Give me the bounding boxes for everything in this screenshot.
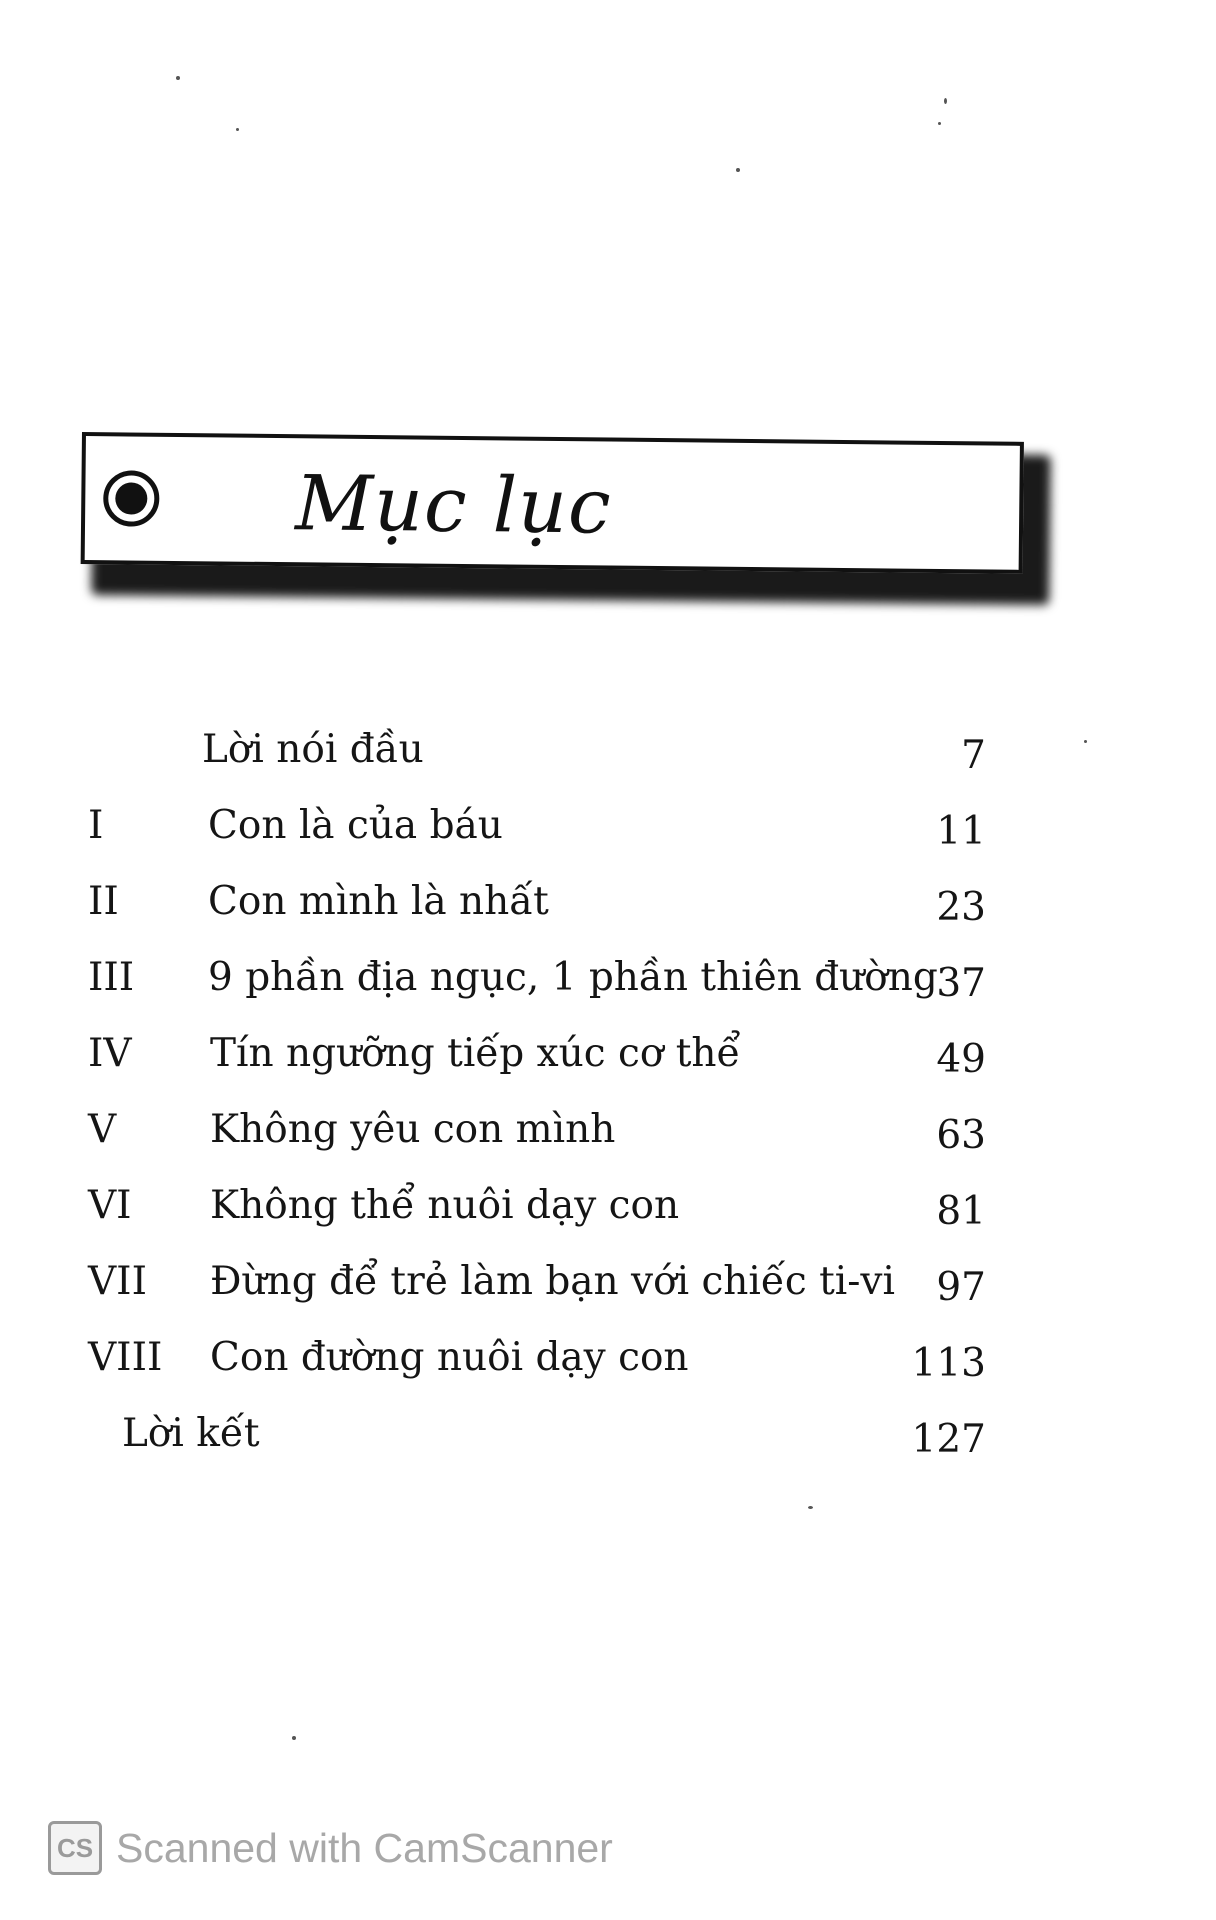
toc-entry <box>0 1328 1216 1388</box>
toc-page-number: 127 <box>911 1417 986 1462</box>
toc-page-number: 7 <box>961 733 986 778</box>
toc-entry-title: Không yêu con mình <box>210 1107 616 1152</box>
toc-entry-title: Đừng để trẻ làm bạn với chiếc ti-vi <box>210 1259 895 1304</box>
toc-page-number: 49 <box>936 1037 986 1082</box>
toc-entry <box>0 1404 1216 1464</box>
toc-entry <box>0 1176 1216 1236</box>
toc-entry-title: Con đường nuôi dạy con <box>210 1335 689 1380</box>
toc-entry-title: Con mình là nhất <box>208 879 549 924</box>
toc-entry-title: Con là của báu <box>208 803 503 848</box>
toc-entry-title: Tín ngưỡng tiếp xúc cơ thể <box>210 1031 741 1076</box>
page-title: Mục lục <box>294 458 613 551</box>
toc-entry <box>0 1100 1216 1160</box>
watermark-text: Scanned with CamScanner <box>116 1824 613 1871</box>
toc-chapter-number: VIII <box>88 1335 163 1380</box>
toc-page-number: 63 <box>936 1113 986 1158</box>
toc-entry <box>0 1024 1216 1084</box>
toc-entry <box>0 720 1216 780</box>
toc-page-number: 113 <box>911 1341 986 1386</box>
toc-entry <box>0 1252 1216 1312</box>
toc-entry-title: Lời kết <box>122 1411 260 1456</box>
toc-page-number: 97 <box>936 1265 986 1310</box>
toc-entry-title: Lời nói đầu <box>202 727 424 772</box>
camscanner-logo-icon: CS <box>48 1821 102 1875</box>
toc-page-number: 37 <box>936 961 986 1006</box>
toc-chapter-number: IV <box>88 1031 132 1076</box>
toc-entry-title: 9 phần địa ngục, 1 phần thiên đường <box>208 955 938 1000</box>
toc-entry <box>0 948 1216 1008</box>
toc-chapter-number: VII <box>88 1259 147 1304</box>
toc-chapter-number: III <box>88 955 135 1000</box>
toc-entry-title: Không thể nuôi dạy con <box>210 1183 680 1228</box>
toc-page-number: 81 <box>936 1189 986 1234</box>
scanner-watermark <box>48 1818 613 1878</box>
toc-chapter-number: II <box>88 879 119 924</box>
toc-chapter-number: V <box>88 1107 117 1152</box>
toc-page-number: 11 <box>936 809 986 854</box>
toc-chapter-number: I <box>88 803 104 848</box>
toc-entry <box>0 872 1216 932</box>
toc-chapter-number: VI <box>88 1183 132 1228</box>
toc-page-number: 23 <box>936 885 986 930</box>
toc-entry <box>0 796 1216 856</box>
